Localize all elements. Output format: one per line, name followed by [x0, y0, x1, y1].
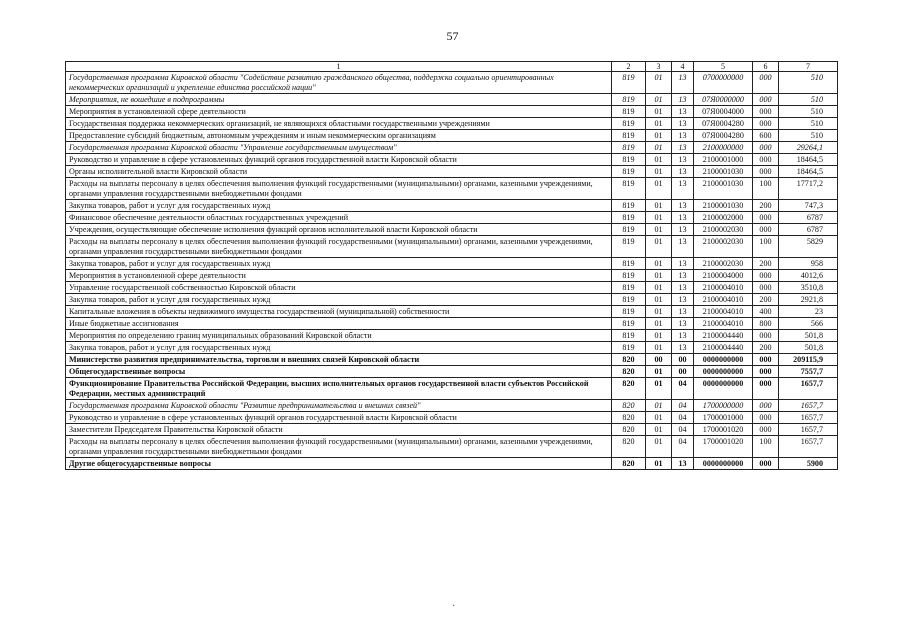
header-row: [66, 62, 838, 72]
row-target-article-cell: 07Я0004280: [694, 130, 753, 142]
row-section-cell: 01: [646, 94, 672, 106]
row-admin-code-cell: 819: [612, 130, 646, 142]
row-expense-type-cell: 000: [753, 282, 779, 294]
row-amount-cell: 7557,7: [779, 366, 838, 378]
row-subsection-cell: 13: [672, 94, 694, 106]
row-name-cell: Расходы на выплаты персоналу в целях обеспечения выполнения функций государственными (муниципальными) органами, казенными учреждениями, органами управления государственными внебюджетными фондами: [66, 178, 612, 200]
row-admin-code-cell: 819: [612, 258, 646, 270]
row-name-cell: Расходы на выплаты персоналу в целях обеспечения выполнения функций государственными (муниципальными) органами, казенными учреждениями, органами управления государственными внебюджетными фондами: [66, 236, 612, 258]
row-subsection-cell: 13: [672, 294, 694, 306]
row-target-article-cell: 0000000000: [694, 458, 753, 470]
row-amount-cell: 3510,8: [779, 282, 838, 294]
row-name-cell: Заместители Председателя Правительства Кировской области: [66, 424, 612, 436]
row-expense-type-cell: 200: [753, 200, 779, 212]
table-row: [66, 436, 838, 458]
row-amount-cell: 510: [779, 106, 838, 118]
table-row: [66, 130, 838, 142]
row-admin-code-cell: 819: [612, 270, 646, 282]
row-admin-code-cell: 819: [612, 306, 646, 318]
row-target-article-cell: 07Я0004000: [694, 106, 753, 118]
row-target-article-cell: 2100004010: [694, 306, 753, 318]
row-expense-type-cell: 000: [753, 118, 779, 130]
row-admin-code-cell: 819: [612, 236, 646, 258]
column-header: 2: [612, 62, 646, 72]
row-name-cell: Министерство развития предпринимательства, торговли и внешних связей Кировской области: [66, 354, 612, 366]
table-row: [66, 166, 838, 178]
budget-table: [65, 61, 838, 470]
row-amount-cell: 1657,7: [779, 436, 838, 458]
row-section-cell: 01: [646, 342, 672, 354]
row-section-cell: 01: [646, 282, 672, 294]
row-admin-code-cell: 819: [612, 342, 646, 354]
table-row: [66, 318, 838, 330]
row-amount-cell: 5900: [779, 458, 838, 470]
row-subsection-cell: 13: [672, 118, 694, 130]
scan-artifact-dot: ·: [452, 601, 456, 612]
row-name-cell: Расходы на выплаты персоналу в целях обеспечения выполнения функций государственными (муниципальными) органами, казенными учреждениями, органами управления государственными внебюджетными фондами: [66, 436, 612, 458]
row-admin-code-cell: 819: [612, 330, 646, 342]
row-section-cell: 01: [646, 306, 672, 318]
row-subsection-cell: 13: [672, 212, 694, 224]
row-expense-type-cell: 100: [753, 236, 779, 258]
row-expense-type-cell: 000: [753, 106, 779, 118]
row-name-cell: Управление государственной собственностью Кировской области: [66, 282, 612, 294]
row-name-cell: Мероприятия, не вошедшие в подпрограммы: [66, 94, 612, 106]
row-section-cell: 01: [646, 400, 672, 412]
row-name-cell: Государственная программа Кировской области "Развитие предпринимательства и внешних связей": [66, 400, 612, 412]
page-number: 57: [446, 29, 459, 43]
row-admin-code-cell: 819: [612, 154, 646, 166]
row-expense-type-cell: 200: [753, 258, 779, 270]
row-expense-type-cell: 100: [753, 178, 779, 200]
row-section-cell: 01: [646, 294, 672, 306]
table-row: [66, 224, 838, 236]
row-subsection-cell: 04: [672, 378, 694, 400]
row-target-article-cell: 2100004000: [694, 270, 753, 282]
row-subsection-cell: 13: [672, 142, 694, 154]
row-target-article-cell: 2100001000: [694, 154, 753, 166]
row-amount-cell: 4012,6: [779, 270, 838, 282]
row-section-cell: 01: [646, 378, 672, 400]
row-subsection-cell: 13: [672, 130, 694, 142]
row-subsection-cell: 13: [672, 154, 694, 166]
row-admin-code-cell: 820: [612, 378, 646, 400]
row-admin-code-cell: 819: [612, 166, 646, 178]
row-subsection-cell: 13: [672, 330, 694, 342]
row-target-article-cell: 2100004440: [694, 342, 753, 354]
row-amount-cell: 1657,7: [779, 378, 838, 400]
row-subsection-cell: 13: [672, 342, 694, 354]
row-target-article-cell: 2100004010: [694, 318, 753, 330]
table-row: [66, 424, 838, 436]
row-amount-cell: 510: [779, 94, 838, 106]
row-subsection-cell: 13: [672, 282, 694, 294]
row-section-cell: 01: [646, 458, 672, 470]
row-amount-cell: 6787: [779, 224, 838, 236]
row-admin-code-cell: 819: [612, 224, 646, 236]
row-amount-cell: 747,3: [779, 200, 838, 212]
row-name-cell: Иные бюджетные ассигнования: [66, 318, 612, 330]
row-section-cell: 01: [646, 236, 672, 258]
row-expense-type-cell: 800: [753, 318, 779, 330]
row-name-cell: Мероприятия по определению границ муниципальных образований Кировской области: [66, 330, 612, 342]
row-amount-cell: 209115,9: [779, 354, 838, 366]
table-row: [66, 400, 838, 412]
row-target-article-cell: 0700000000: [694, 72, 753, 94]
row-admin-code-cell: 819: [612, 94, 646, 106]
column-header: 6: [753, 62, 779, 72]
row-section-cell: 01: [646, 142, 672, 154]
row-amount-cell: 6787: [779, 212, 838, 224]
row-name-cell: Закупка товаров, работ и услуг для государственных нужд: [66, 258, 612, 270]
row-name-cell: Руководство и управление в сфере установленных функций органов государственной власти Кировской области: [66, 154, 612, 166]
row-subsection-cell: 13: [672, 72, 694, 94]
row-amount-cell: 510: [779, 118, 838, 130]
row-section-cell: 01: [646, 154, 672, 166]
row-name-cell: Общегосударственные вопросы: [66, 366, 612, 378]
row-section-cell: 01: [646, 178, 672, 200]
row-amount-cell: 1657,7: [779, 400, 838, 412]
row-amount-cell: 5829: [779, 236, 838, 258]
row-name-cell: Мероприятия в установленной сфере деятельности: [66, 106, 612, 118]
row-target-article-cell: 1700001020: [694, 424, 753, 436]
row-target-article-cell: 1700001020: [694, 436, 753, 458]
row-admin-code-cell: 819: [612, 118, 646, 130]
row-target-article-cell: 2100004010: [694, 282, 753, 294]
row-admin-code-cell: 819: [612, 200, 646, 212]
row-amount-cell: 510: [779, 72, 838, 94]
row-section-cell: 01: [646, 72, 672, 94]
row-amount-cell: 501,8: [779, 330, 838, 342]
row-admin-code-cell: 819: [612, 178, 646, 200]
row-subsection-cell: 13: [672, 224, 694, 236]
row-expense-type-cell: 000: [753, 400, 779, 412]
row-target-article-cell: 2100001030: [694, 200, 753, 212]
table-row: [66, 306, 838, 318]
row-expense-type-cell: 000: [753, 458, 779, 470]
table-row: [66, 106, 838, 118]
row-admin-code-cell: 820: [612, 424, 646, 436]
row-target-article-cell: 2100002030: [694, 224, 753, 236]
row-target-article-cell: 2100004440: [694, 330, 753, 342]
row-amount-cell: 510: [779, 130, 838, 142]
row-subsection-cell: 13: [672, 166, 694, 178]
row-section-cell: 00: [646, 354, 672, 366]
row-target-article-cell: 2100002030: [694, 258, 753, 270]
row-amount-cell: 501,8: [779, 342, 838, 354]
row-section-cell: 01: [646, 118, 672, 130]
row-section-cell: 01: [646, 130, 672, 142]
row-name-cell: Закупка товаров, работ и услуг для государственных нужд: [66, 200, 612, 212]
column-header: 3: [646, 62, 672, 72]
row-subsection-cell: 04: [672, 412, 694, 424]
row-amount-cell: 566: [779, 318, 838, 330]
row-expense-type-cell: 200: [753, 342, 779, 354]
table-row: [66, 142, 838, 154]
table-body: [66, 72, 838, 470]
row-target-article-cell: 2100001030: [694, 178, 753, 200]
row-subsection-cell: 13: [672, 306, 694, 318]
table-row: [66, 72, 838, 94]
row-expense-type-cell: 000: [753, 366, 779, 378]
row-amount-cell: 18464,5: [779, 166, 838, 178]
row-name-cell: Органы исполнительной власти Кировской области: [66, 166, 612, 178]
row-expense-type-cell: 000: [753, 424, 779, 436]
row-target-article-cell: 2100004010: [694, 294, 753, 306]
table-row: [66, 412, 838, 424]
row-target-article-cell: 2100000000: [694, 142, 753, 154]
table-row: [66, 212, 838, 224]
table-row: [66, 118, 838, 130]
row-admin-code-cell: 819: [612, 212, 646, 224]
column-header: 7: [779, 62, 838, 72]
row-expense-type-cell: 000: [753, 378, 779, 400]
row-subsection-cell: 13: [672, 236, 694, 258]
row-admin-code-cell: 819: [612, 294, 646, 306]
row-section-cell: 01: [646, 318, 672, 330]
row-expense-type-cell: 000: [753, 412, 779, 424]
column-header: 4: [672, 62, 694, 72]
table-row: [66, 154, 838, 166]
row-name-cell: Руководство и управление в сфере установленных функций органов государственной власти Кировской области: [66, 412, 612, 424]
table-row: [66, 354, 838, 366]
row-admin-code-cell: 819: [612, 72, 646, 94]
row-name-cell: Финансовое обеспечение деятельности областных государственных учреждений: [66, 212, 612, 224]
table-row: [66, 378, 838, 400]
table-row: [66, 94, 838, 106]
table-header: [66, 62, 838, 72]
column-header: 5: [694, 62, 753, 72]
row-target-article-cell: 2100001030: [694, 166, 753, 178]
table-row: [66, 270, 838, 282]
row-section-cell: 01: [646, 424, 672, 436]
row-name-cell: Закупка товаров, работ и услуг для государственных нужд: [66, 342, 612, 354]
row-subsection-cell: 04: [672, 424, 694, 436]
table-row: [66, 236, 838, 258]
row-section-cell: 01: [646, 366, 672, 378]
row-name-cell: Мероприятия в установленной сфере деятельности: [66, 270, 612, 282]
row-subsection-cell: 00: [672, 354, 694, 366]
row-name-cell: Функционирование Правительства Российской Федерации, высших исполнительных органов государственной власти субъектов Российской Федерации, местных администраций: [66, 378, 612, 400]
table-row: [66, 294, 838, 306]
row-expense-type-cell: 000: [753, 94, 779, 106]
row-expense-type-cell: 000: [753, 354, 779, 366]
row-section-cell: 01: [646, 330, 672, 342]
table-row: [66, 330, 838, 342]
row-name-cell: Государственная поддержка некоммерческих организаций, не являющихся областными государственными учреждениями: [66, 118, 612, 130]
row-admin-code-cell: 820: [612, 366, 646, 378]
row-expense-type-cell: 600: [753, 130, 779, 142]
row-target-article-cell: 0000000000: [694, 366, 753, 378]
row-target-article-cell: 2100002000: [694, 212, 753, 224]
row-target-article-cell: 0000000000: [694, 378, 753, 400]
row-admin-code-cell: 819: [612, 318, 646, 330]
row-amount-cell: 18464,5: [779, 154, 838, 166]
row-amount-cell: 2921,8: [779, 294, 838, 306]
row-section-cell: 01: [646, 166, 672, 178]
row-name-cell: Другие общегосударственные вопросы: [66, 458, 612, 470]
row-section-cell: 01: [646, 436, 672, 458]
row-admin-code-cell: 819: [612, 106, 646, 118]
table-row: [66, 366, 838, 378]
row-admin-code-cell: 819: [612, 142, 646, 154]
table-row: [66, 200, 838, 212]
row-name-cell: Учреждения, осуществляющие обеспечение исполнения функций органов исполнительной власти Кировской области: [66, 224, 612, 236]
row-target-article-cell: 07Я0004280: [694, 118, 753, 130]
table-row: [66, 458, 838, 470]
row-amount-cell: 1657,7: [779, 412, 838, 424]
row-subsection-cell: 13: [672, 178, 694, 200]
row-admin-code-cell: 820: [612, 436, 646, 458]
row-section-cell: 01: [646, 258, 672, 270]
row-section-cell: 01: [646, 106, 672, 118]
row-subsection-cell: 13: [672, 258, 694, 270]
row-section-cell: 01: [646, 270, 672, 282]
row-name-cell: Государственная программа Кировской области "Управление государственным имуществом": [66, 142, 612, 154]
row-admin-code-cell: 820: [612, 458, 646, 470]
row-subsection-cell: 13: [672, 200, 694, 212]
row-amount-cell: 958: [779, 258, 838, 270]
row-admin-code-cell: 820: [612, 354, 646, 366]
row-target-article-cell: 2100002030: [694, 236, 753, 258]
row-name-cell: Капитальные вложения в объекты недвижимого имущества государственной (муниципальной) собственности: [66, 306, 612, 318]
row-subsection-cell: 04: [672, 436, 694, 458]
row-expense-type-cell: 200: [753, 294, 779, 306]
row-name-cell: Закупка товаров, работ и услуг для государственных нужд: [66, 294, 612, 306]
row-subsection-cell: 13: [672, 318, 694, 330]
row-expense-type-cell: 000: [753, 224, 779, 236]
row-amount-cell: 29264,1: [779, 142, 838, 154]
row-subsection-cell: 04: [672, 400, 694, 412]
row-subsection-cell: 00: [672, 366, 694, 378]
row-admin-code-cell: 819: [612, 282, 646, 294]
table-row: [66, 178, 838, 200]
row-subsection-cell: 13: [672, 270, 694, 282]
row-subsection-cell: 13: [672, 106, 694, 118]
row-expense-type-cell: 000: [753, 330, 779, 342]
row-name-cell: Государственная программа Кировской области "Содействие развитию гражданского общества, поддержка социально ориентированных некоммерческих организаций и укрепление единства российской нации": [66, 72, 612, 94]
row-target-article-cell: 0000000000: [694, 354, 753, 366]
row-section-cell: 01: [646, 212, 672, 224]
row-admin-code-cell: 820: [612, 400, 646, 412]
row-section-cell: 01: [646, 224, 672, 236]
row-target-article-cell: 1700001000: [694, 412, 753, 424]
row-expense-type-cell: 000: [753, 154, 779, 166]
table-row: [66, 258, 838, 270]
row-amount-cell: 1657,7: [779, 424, 838, 436]
row-expense-type-cell: 000: [753, 212, 779, 224]
row-target-article-cell: 1700000000: [694, 400, 753, 412]
row-expense-type-cell: 100: [753, 436, 779, 458]
row-expense-type-cell: 000: [753, 270, 779, 282]
row-amount-cell: 17717,2: [779, 178, 838, 200]
table-row: [66, 342, 838, 354]
table-row: [66, 282, 838, 294]
row-expense-type-cell: 000: [753, 72, 779, 94]
row-name-cell: Предоставление субсидий бюджетным, автономным учреждениям и иным некоммерческим организациям: [66, 130, 612, 142]
row-admin-code-cell: 820: [612, 412, 646, 424]
column-header: 1: [66, 62, 612, 72]
row-expense-type-cell: 000: [753, 166, 779, 178]
row-section-cell: 01: [646, 412, 672, 424]
row-expense-type-cell: 000: [753, 142, 779, 154]
row-section-cell: 01: [646, 200, 672, 212]
row-expense-type-cell: 400: [753, 306, 779, 318]
row-target-article-cell: 07Я0000000: [694, 94, 753, 106]
row-amount-cell: 23: [779, 306, 838, 318]
row-subsection-cell: 13: [672, 458, 694, 470]
